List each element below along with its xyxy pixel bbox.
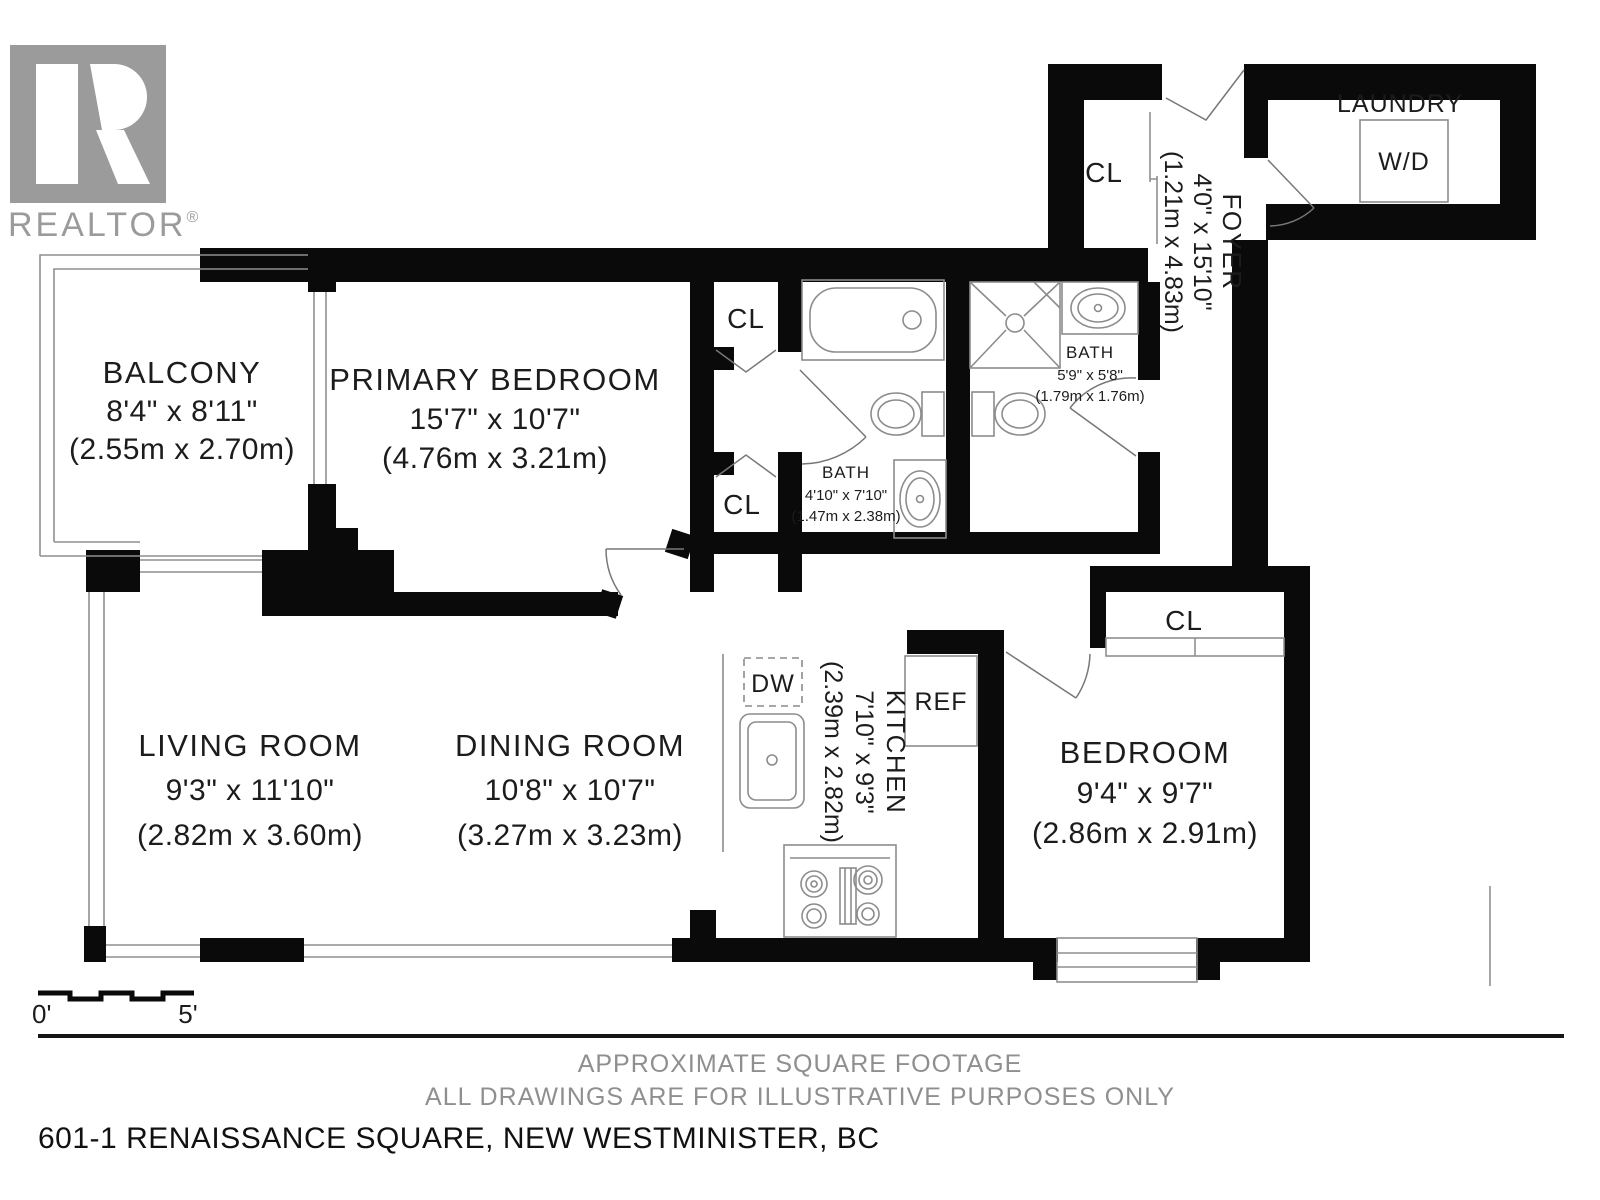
bedroom-name: BEDROOM: [1059, 735, 1231, 770]
bath-main-name: BATH: [1065, 343, 1115, 362]
entry-door: [1166, 70, 1244, 120]
bathtub-basin: [810, 288, 936, 352]
bath-main-dims-m: (1.79m x 1.76m): [1035, 388, 1145, 405]
realtor-logo-r-stem: [36, 64, 78, 184]
balcony-bottom-rail: [40, 542, 262, 556]
room-bath-ensuite: [791, 463, 900, 525]
bath-ensuite-dims-ft: 4'10" x 7'10": [804, 487, 888, 504]
room-bedroom: [1032, 735, 1258, 850]
closet-label-foyer: CL: [1085, 157, 1123, 188]
realtor-wordmark: REALTOR®: [8, 206, 202, 244]
ensuite-toilet-tank: [922, 392, 944, 436]
scale-bar: [32, 993, 198, 1029]
scale-end-label: 5': [178, 999, 198, 1029]
laundry-name: LAUNDRY: [1336, 90, 1464, 118]
dining-room-dims-m: (3.27m x 3.23m): [457, 819, 683, 852]
realtor-logo: [8, 45, 201, 244]
balcony-dims-m: (2.55m x 2.70m): [69, 433, 295, 466]
kitchen-sink-outer: [740, 714, 804, 808]
bedroom-bay-window-tracks: [1057, 953, 1197, 967]
balcony-living-divider: [140, 560, 262, 572]
bottom-window-2: [304, 945, 672, 957]
refrigerator-label: REF: [914, 688, 968, 716]
footer-note-2: ALL DRAWINGS ARE FOR ILLUSTRATIVE PURPOSES ONLY: [425, 1083, 1175, 1111]
dishwasher-label: DW: [751, 670, 795, 698]
bath-main-dims-ft: 5'9" x 5'8": [1057, 367, 1123, 384]
living-room-name: LIVING ROOM: [138, 728, 362, 763]
room-living: [137, 728, 363, 852]
stove-burners: [801, 866, 882, 928]
living-room-dims-ft: 9'3" x 11'10": [165, 774, 335, 807]
primary-bedroom-name: PRIMARY BEDROOM: [329, 362, 661, 397]
shower-drain: [1006, 314, 1024, 332]
living-room-dims-m: (2.82m x 3.60m): [137, 819, 363, 852]
primary-bedroom-dims-ft: 15'7" x 10'7": [409, 403, 581, 436]
kitchen-dims-m: (2.39m x 2.82m): [819, 660, 847, 844]
footer-note-1: APPROXIMATE SQUARE FOOTAGE: [577, 1050, 1023, 1078]
primary-bedroom-dims-m: (4.76m x 3.21m): [382, 442, 608, 475]
kitchen-sink-basin: [748, 722, 796, 800]
main-toilet-tank: [972, 392, 994, 436]
footer: [38, 1036, 1564, 1155]
scale-start-label: 0': [32, 999, 52, 1029]
living-window-left: [89, 592, 104, 926]
scale-bar-segments: [38, 993, 194, 999]
bottom-window-1: [106, 945, 200, 957]
closet-label-bedroom: CL: [1165, 605, 1203, 636]
washer-dryer-label: W/D: [1378, 148, 1430, 176]
closet-label-primary-bottom: CL: [723, 489, 761, 520]
balcony-dims-ft: 8'4" x 8'11": [106, 395, 258, 428]
bedroom-door: [1006, 652, 1090, 698]
room-balcony: [69, 355, 295, 466]
bathtub-drain: [903, 311, 921, 329]
balcony-sliding-door: [314, 292, 326, 484]
room-bath-main: [1035, 343, 1144, 405]
room-primary-bedroom: [329, 362, 660, 475]
closet-label-primary-top: CL: [727, 303, 765, 334]
foyer-dims-m: (1.21m x 4.83m): [1159, 150, 1187, 334]
bedroom-dims-m: (2.86m x 2.91m): [1032, 817, 1258, 850]
ensuite-bath-door: [800, 370, 866, 464]
bath-ensuite-name: BATH: [821, 463, 871, 482]
kitchen-name: KITCHEN: [881, 689, 911, 815]
room-laundry: [1337, 90, 1463, 176]
bedroom-dims-ft: 9'4" x 9'7": [1076, 777, 1214, 810]
bath-ensuite-dims-m: (1.47m x 2.38m): [791, 508, 901, 525]
bedroom-bay-window: [1057, 938, 1197, 982]
main-sink-counter: [1062, 282, 1138, 334]
kitchen-dims-ft: 7'10" x 9'3": [850, 690, 878, 814]
balcony-name: BALCONY: [102, 355, 262, 390]
address: 601-1 RENAISSANCE SQUARE, NEW WESTMINISTER, BC: [38, 1122, 880, 1155]
foyer-closet-sliding-door: [1150, 112, 1157, 244]
dining-room-name: DINING ROOM: [454, 728, 686, 763]
room-dining: [455, 728, 685, 852]
primary-bedroom-door: [606, 549, 684, 595]
room-kitchen: [819, 661, 911, 843]
dining-room-dims-ft: 10'8" x 10'7": [484, 774, 656, 807]
foyer-name: FOYER: [1217, 193, 1247, 291]
foyer-dims-ft: 4'0" x 15'10": [1188, 173, 1216, 311]
